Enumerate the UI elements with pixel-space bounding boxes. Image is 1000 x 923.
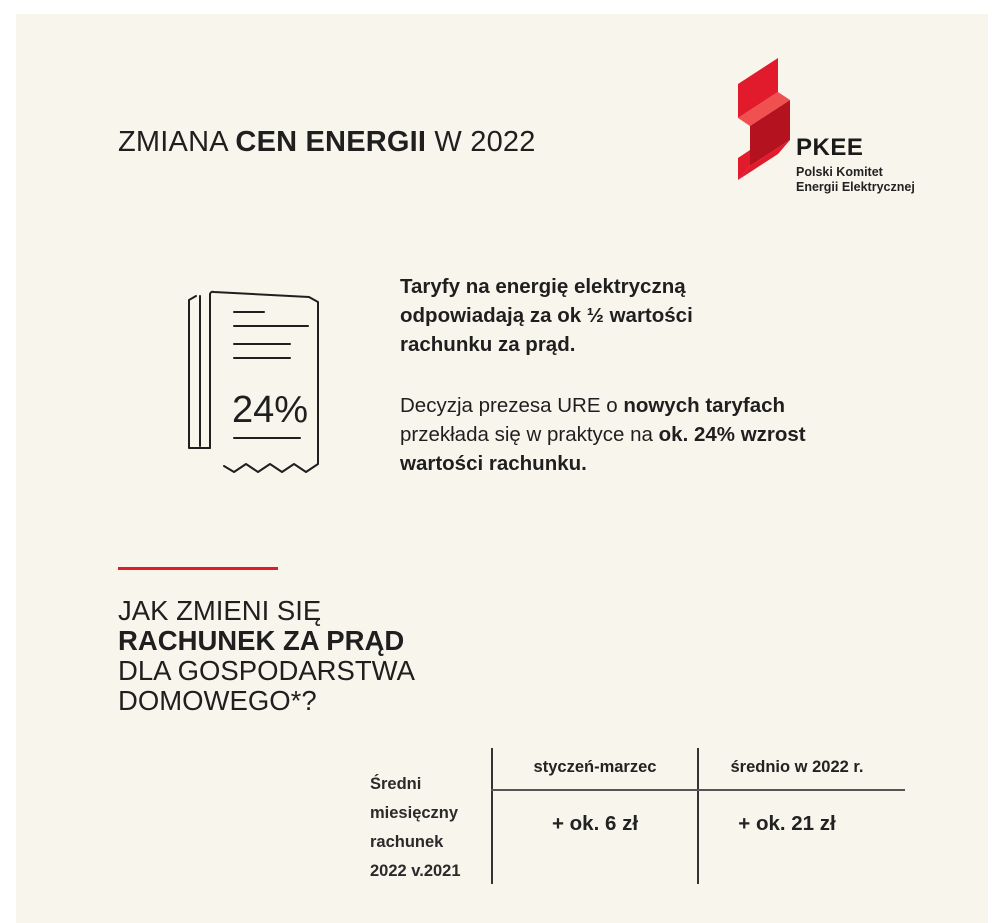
table-row-label: Średni miesięczny rachunek 2022 v.2021 [370,775,461,880]
receipt-icon [180,288,330,480]
tariff-info [400,272,840,478]
table-header-2022-avg: średnio w 2022 r. [730,758,864,776]
page-title: ZMIANA CEN ENERGII W 2022 [118,126,536,158]
question-heading: JAK ZMIENI SIĘ RACHUNEK ZA PRĄD DLA GOSPODARSTWA DOMOWEGO*? [118,595,415,716]
logo-name: PKEE [796,134,864,161]
logo-subtitle: Polski Komitet Energii Elektrycznej [796,165,915,194]
table-value-2022-avg: + ok. 21 zł [738,812,836,835]
tariff-lead-text: Taryfy na energię elektryczną odpowiadają za ok ½ wartości rachunku za prąd. [400,275,693,356]
accent-divider [118,567,278,570]
pkee-logo-icon [738,58,790,180]
pkee-logo [738,58,928,198]
receipt-percent-label: 24% [232,389,309,431]
table-header-rule [491,789,905,791]
table-value-jan-mar: + ok. 6 zł [551,812,639,835]
table-header-jan-mar: styczeń-marzec [533,758,657,776]
tariff-description: Decyzja prezesa URE o nowych taryfach przekłada się w praktyce na ok. 24% wzrost wartości rachunku. [400,394,806,475]
